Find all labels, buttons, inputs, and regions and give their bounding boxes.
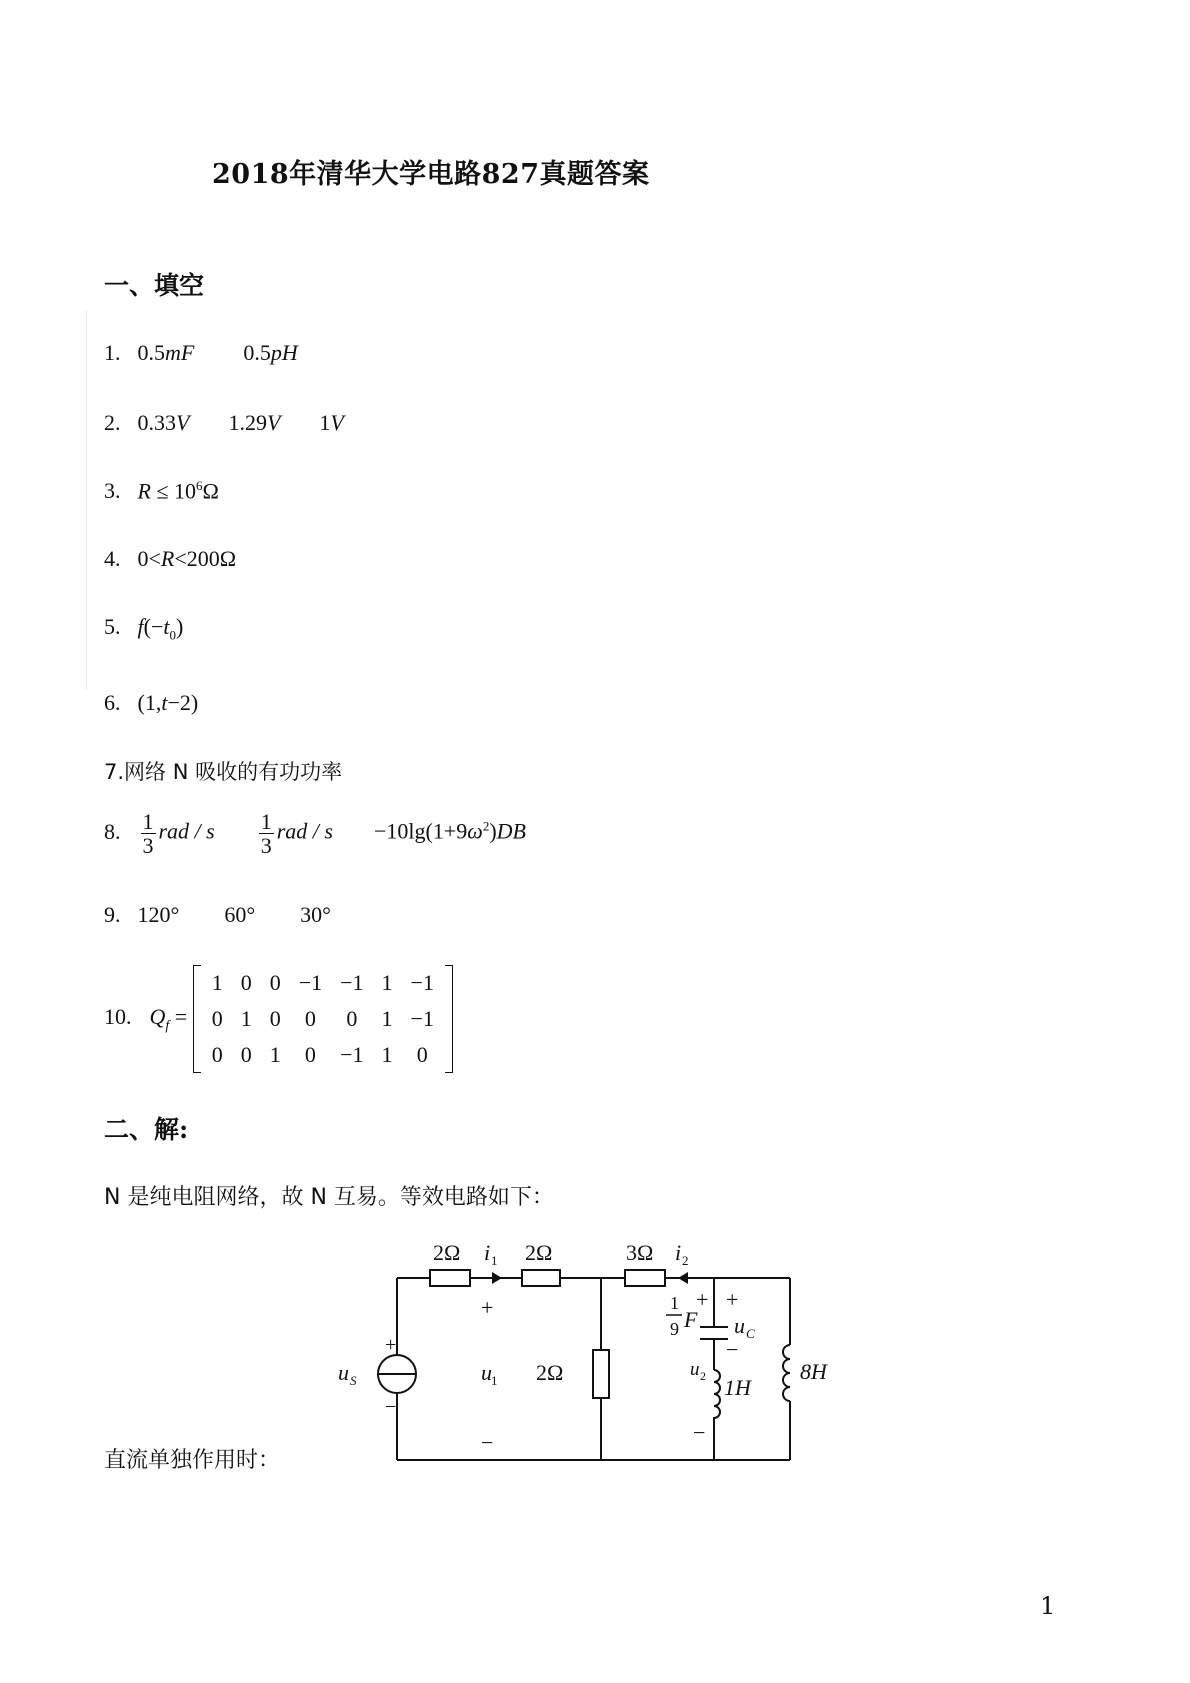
matrix-row: 1 0 0 −1 −1 1 −1 [211, 970, 434, 995]
svg-text:2Ω: 2Ω [525, 1240, 553, 1265]
answer-6: 6. (1,t−2) [104, 690, 199, 715]
svg-text:F: F [684, 1307, 698, 1332]
answer-3: 3. $R \le 10^6\Omega$ [104, 478, 219, 504]
page-title: 2018年清华大学电路827真题答案 [212, 159, 650, 190]
svg-text:3Ω: 3Ω [626, 1240, 654, 1265]
svg-text:1: 1 [491, 1253, 498, 1268]
matrix-row: 0 1 0 0 0 1 −1 [211, 1006, 434, 1031]
answer-5: 5. $f(-t_0)$ [104, 614, 184, 643]
answer-10: 10. $Q_f$ = 1 0 0 −1 −1 1 −1 0 1 0 0 0 1 −1 0 0 1 0 −1 1 0 [104, 965, 453, 1073]
fraction: $\frac{1}{3}$ [142, 809, 154, 859]
answer-1: 1. 0.5mF 0.5pH [104, 340, 298, 365]
svg-text:S: S [350, 1373, 357, 1388]
answer-number: 6. [104, 690, 121, 715]
svg-text:2Ω: 2Ω [433, 1240, 461, 1265]
svg-text:−: − [481, 1430, 494, 1455]
answer-number: 7. [104, 760, 125, 784]
answer-9: 9. 120° 60° 30° [104, 902, 331, 927]
resistor-3ohm [625, 1270, 665, 1286]
answer-2: 2. 0.33V 1.29V 1V [104, 410, 344, 435]
answer-number: 3. [104, 478, 121, 504]
svg-text:1H: 1H [724, 1375, 751, 1400]
answer-4: 4. 0<R<200Ω [104, 546, 237, 571]
svg-text:u: u [481, 1360, 492, 1385]
svg-text:9: 9 [670, 1319, 679, 1339]
svg-text:u: u [690, 1359, 700, 1380]
svg-text:i: i [484, 1240, 491, 1265]
svg-text:−: − [693, 1420, 706, 1445]
svg-text:u: u [338, 1360, 349, 1385]
inductor-1h [714, 1370, 720, 1420]
svg-text:i: i [675, 1240, 682, 1265]
svg-text:+: + [696, 1287, 709, 1312]
answer-7: 7.网络 N 吸收的有功功率 [104, 760, 343, 784]
fraction: $\frac{1}{3}$ [260, 809, 272, 859]
svg-text:+: + [481, 1295, 494, 1320]
svg-text:+: + [726, 1287, 739, 1312]
answer-number: 8. [104, 818, 121, 844]
svg-text:C: C [746, 1326, 755, 1341]
page-number: 1 [1040, 1592, 1056, 1620]
scan-margin-line [86, 310, 87, 690]
svg-text:+: + [385, 1334, 397, 1356]
svg-text:2Ω: 2Ω [536, 1360, 564, 1385]
section-heading-fill-blank: 一、填空 [104, 271, 205, 300]
svg-text:2: 2 [700, 1369, 706, 1383]
matrix-row: 0 0 1 0 −1 1 0 [211, 1042, 428, 1067]
svg-text:−: − [726, 1337, 739, 1362]
arrow-i1 [492, 1272, 502, 1284]
svg-text:8H: 8H [800, 1359, 827, 1384]
arrow-i2 [678, 1272, 688, 1284]
resistor-2ohm-right [522, 1270, 560, 1286]
capacitor [700, 1327, 728, 1339]
answer-8: 8. $\frac{1}{3}$ rad / s $\frac{1}{3}$ rad / $s -10\lg(1+9\omega^2)DB$ [104, 809, 526, 859]
answer-number: 5. [104, 614, 121, 639]
equivalent-circuit-diagram [330, 1235, 850, 1485]
answer-number: 9. [104, 902, 121, 927]
answer-number: 10. [104, 1004, 132, 1030]
qf-matrix [193, 965, 453, 1073]
answer-number: 4. [104, 546, 121, 571]
resistor-2ohm-left [430, 1270, 470, 1286]
inductor-8h [783, 1345, 790, 1401]
svg-text:2: 2 [682, 1253, 689, 1268]
svg-text:u: u [734, 1313, 745, 1338]
answer-number: 1. [104, 340, 121, 365]
svg-text:1: 1 [491, 1373, 498, 1388]
dc-acting-alone-paragraph: 直流单独作用时： [104, 1448, 281, 1473]
answer-number: 2. [104, 410, 121, 435]
svg-text:1: 1 [670, 1293, 679, 1313]
resistor-2ohm-middle [593, 1350, 609, 1398]
solution-paragraph: N 是纯电阻网络，故 N 互易。等效电路如下： [104, 1185, 554, 1210]
section-heading-solution: 二、解: [104, 1115, 189, 1144]
svg-text:−: − [385, 1396, 397, 1418]
